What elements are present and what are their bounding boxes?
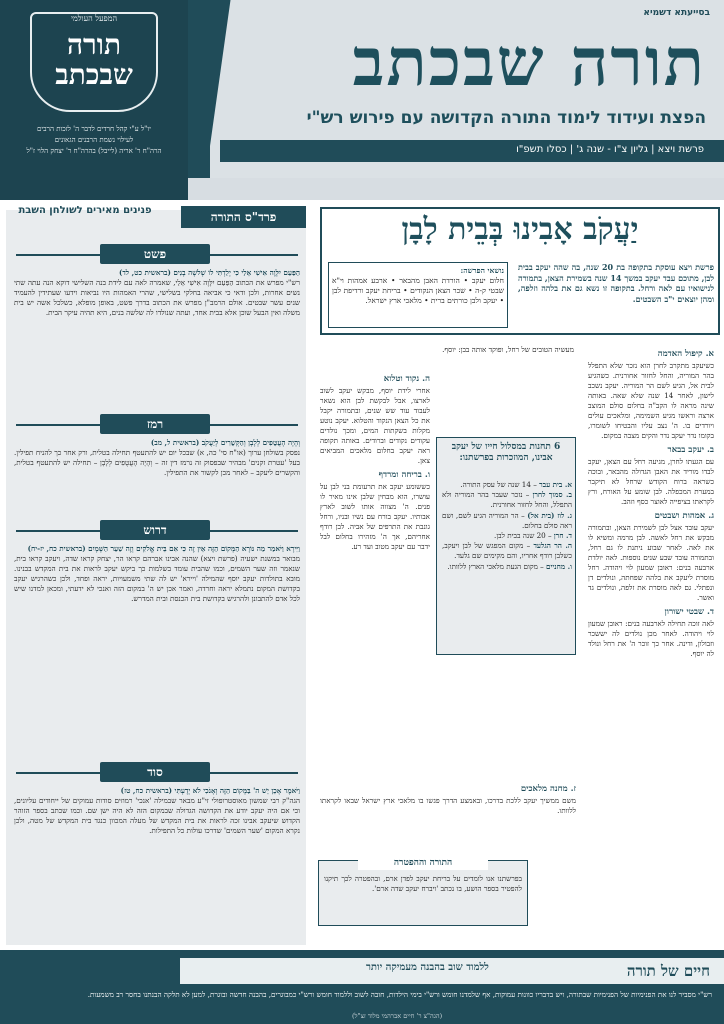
- article-col-right: א. קיפול האדמה כשיעקב מתקרב לחרן הוא נזכר שלא התפלל בהר המוריה, והחל לחזור אחורנית. כשהגיע לבית אל, הגיע לשם הר המוריה. יעקב נשכב לישון, לאחר 14 שנה שלא שאה. באותה שינה מראה לו הקב"ה בחלום סולם המוצב ארצה וראשו מגיע השמימה, ומלאכים עולים ויורדים בו. ה' נצב עליו והבטיחו לשומרו, בקומו נדר יעקב נדר והקים מצבה במקום. ב. יעקב בבאר עם הגעתו לחרן, מגיעה רחל עם הצאן, יעקב לבדו מוריד את האבן הגדולה מהבאר, ובוכה כשראה ברוח הקודש שרחל לא תיקבר במערת המכפלה. לבן שומע על האורח, ורץ לקראתו בציפייה לאוצר כסף וזהב. ג. אמהות ושבטים יעקב עובד אצל לבן לשמירת הצאן, ובתמורה מבקש את רחל לאשה. לבן מרמה ומשיא לו את לאה. לאחר שבוע ניתנת לו גם רחל, ובתמורה עובד שבע שנים נוספות. לאה יולדת ארבעה בנים: ראובן שמעון לוי ויהודה. רחל מוסרת ליעקב את בלהה שפחתה, ונולדים דן ונפתלי. גם לאה מוסרת את זלפה, ונולדים גד ואשר. ד. שבטי ישורון לאה זוכה תחילה לארבעה בנים: ראובן שמעון לוי ויהודה. לאחר מכן נולדים לה יששכר וזבולון, ודינה. אחר כך זוכר ה' את רחל ונולד לה יוסף.: [588, 349, 714, 658]
- stations-list: א. בית עבר – 14 שנה של עסק התורה. ב. סמוך לחרן – נזכר שעבר בהר המוריה ולא התפלל, והחל לחזור אחורנית. ג. לוז (בית אל) – הר המוריה הגיע לשם, ושם ראה סולם בחלום. ד. חרן – 20 שנה בבית לבן. ה. הר הגלעד – מקום המפגש של לבן ויעקב, כשלבן רודף אחריו, והם מקימים שם גלעד. ו. מחניים – מקום הגעת מלאכי הארץ ללוותו.: [442, 480, 572, 571]
- issue-info: פרשת ויצא | גליון צ"ו - שנה ג' | כסלו תשפ"ו: [516, 144, 704, 155]
- pardes-side-header: פנינים מאירים לשולחן השבת: [18, 205, 152, 216]
- article-col-bottom: ז. מחנה מלאכים משם ממשיך יעקב ללכת בדרכו, ובאמצע הדרך פגשו בו מלאכי ארץ ישראל שבאו לקראתו ללוותו.: [320, 784, 576, 815]
- pardes-header: פרד"ס התורה: [181, 206, 306, 228]
- tab-drush: דרוש: [100, 520, 210, 540]
- article-title: יַעֲקֹב אָבִינוּ בְּבֵית לָבָן: [401, 212, 639, 247]
- tab-pshat: פשט: [100, 244, 210, 264]
- subhead: א. קיפול האדמה: [657, 349, 714, 359]
- tab-remez: רמז: [100, 414, 210, 434]
- logo-title: תורה שבכתב: [55, 28, 133, 91]
- article-intro: פרשת ויצא עוסקת בתקופה בת 20 שנה, בה שהה יעקב בבית לבן, מתוכם עבד יעקב במשך 14 שנה בשמירת הצאן, בתמורה לנישואיו עם לאה ורחל. בתקופה זו נשא גם את בלהה וזלפה, ומהן יוצאים י"ב השבטים.: [518, 262, 714, 304]
- drush-body: [14, 544, 300, 604]
- subhead: ג. אמהות ושבטים: [654, 511, 714, 521]
- subhead: ה. נקוד וטלוא: [383, 374, 430, 384]
- subhead: ו. בריחה ומרדף: [378, 470, 430, 480]
- pshat-body: [14, 268, 300, 318]
- tab-sod: סוד: [100, 762, 210, 782]
- footer-text: רש"י מסביר לנו את הפנימיות של הפנימיות שבתורה, ויש בדבריו כוונות עמוקות, אף שלמדנו חומש ורש"י בימי הילדות, חובה לשוב וללמוד חומש ורש"י כמבוגרים, בהבנה חדשה ובוגרת, למען לא תלקה הבנתנו בחסר רב משמעות.: [87, 990, 712, 999]
- remez-body: [14, 438, 300, 478]
- article-col-left: ה. נקוד וטלוא אחרי לידת יוסף, מבקש יעקב לשוב לארצו, אבל לבקשת לבן הוא נשאר לעבוד עוד שש שנים, ובתמורה יקבל את כל הצאן הנקוד והטלוא. יעקב נוטע מקלות בשקתות המים, ומכך נולדים עקודים נקודים וברודים. באותה תקופה ראה יעקב בחלום מלאכים המביאים צאן. ו. בריחה ומרדף כששומע יעקב את תרעומת בני לבן על עושרו, הוא מבחין שלבן אינו מאיר לו פנים. ה' מצווה אותו לשוב לארץ אבותיו. יעקב בורח עם נשיו ובניו, ורחל גונבת את התרפים של אביה. לבן רודף אחריהם, אך ה' מזהירו בחלום לבל ידבר עם יעקב מטוב ועד רע.: [320, 374, 430, 551]
- sod-verse: וַיֹּאמֶר אָכֵן יֵשׁ ה' בַּמָּקוֹם הַזֶּה וְאָנֹכִי לֹא יָדָעְתִּי (בראשית כח, טז): [120, 786, 300, 795]
- pshat-text: רש"י מפרש את הכתוב הַפַּעַם יִלָּוֶה אִישִׁי אֵלַי, שאמרה לאה עם לידת בנה השלישי דוקא הנה עתה שתי נשים אחרות, ולכן ודאי כי אביאה בחלקי בשלישי, שהרי האמהות היו נביאות וידעו שעתידין להעמיד שנים עשר שבטים. אולם הרמב"ן מפרש את הכתוב בדרך פשט, באופן מופלא, כשלכל אשה יש בית משלה ואין הבעל שוכן אלא בבית אחד, ועתה שנולדו לה שלשה בנים, היא תהיה עיקר הבית.: [14, 278, 300, 317]
- remez-text: נפסק בשולחן ערוך (או"ח סי' כה, א) שבכל יום יש להתעטף תחילה בטלית, ורק אחר כך להניח תפילין. בעל 'עטרת זקנים' מבהיר שבפסוק זה נרמז דין זה – וְהָיָה הָעֲטֻפִים לְלָבָן – תחילה יש להתעטף בטלית, והקשרים ליעקב – לאחר מכן לקשור את התפילין.: [14, 448, 300, 477]
- subhead: ד. שבטי ישורון: [664, 607, 714, 617]
- footer-subtitle: ללמוד שוב בהבנה מעמיקה יותר: [366, 962, 489, 973]
- remez-verse: וְהָיָה הָעֲטֻפִים לְלָבָן וְהַקְּשֻׁרִים לְיַעֲקֹב (בראשית ל, מב): [150, 438, 300, 447]
- topics-text: [332, 266, 504, 306]
- subhead: ז. מחנה מלאכים: [520, 784, 576, 794]
- article-col-mid-top: מעשיה הטובים של רחל, ופוקד אותה בבן: יוסף.: [442, 345, 574, 354]
- torah-haftara-text: בפרשתנו אנו לומדים על בריחת יעקב לפדן ארם, ובהפטרה לכך תיקנו להפטיר בספר הושע, בו נכתב 'ויברח יעקב שדה ארם'.: [324, 874, 522, 893]
- topics-title: נושאי הפרשה:: [460, 266, 504, 275]
- drush-verse: וַיִּירָא וַיֹּאמַר מַה נּוֹרָא הַמָּקוֹם הַזֶּה אֵין זֶה כִּי אִם בֵּית אֱלֹקִים וְזֶה שַׁעַר הַשָּׁמָיִם (בראשית כח, יז-יח): [27, 544, 300, 553]
- page-subtitle: הפצת ועידוד לימוד התורה הקדושה עם פירוש רש"י: [306, 108, 706, 128]
- sod-text: הגה"ק רבי שמשון מאוסטרופולי זי"ע מבאר שבמילה 'אנכי' רמוזים סודות עמוקים של ייחודים עליונים, וכי אם היה יעקב יודע את הקדושה הגדולה שבמקום הזה לא היה ישן שם. וכמו שכתב בספר הזוהר הקדוש שיעקב אבינו זכה לראות את בית המקדש של מעלה המכוון כנגד בית המקדש של מטה, ולכן נקרא המקום 'שער השמים' שדרכו עולות כל התפילות.: [14, 796, 300, 835]
- torah-haftara-title: התורה וההפטרה: [358, 856, 488, 870]
- footer-title: חיים של תורה: [626, 962, 710, 980]
- top-tag: בסייעתא דשמיא: [643, 8, 710, 18]
- drush-text: מבואר במשנת ישעיה (פרשת ויצא) שהנה אבינו אברהם קראו הר, יצחק קראו שדה, ויעקב קראו בית, שנאמר וזה שער השמים, וכמו שהבית עומד בשלמות כך ביקש יעקב לראות את בית המקדש בבנינו. מובא בתולדות יעקב יוסף שהמילה 'ויירא' יש לה שתי משמעויות, יראה ופחד, ולכן כשהרגיש יעקב בקדושת המקום נתמלא יראה וחרדה, ואמר אכן יש ה' במקום הזה ואנכי לא ידעתי, ומכאן למדנו שיש לכל אדם להתבונן ולהרגיש בקדושת בית הכנסת ובית המדרש.: [14, 554, 300, 603]
- stations-title: 6 תחנות במסלול חייו של יעקב אבינו, המוזכרות בפרשתנו:: [451, 442, 561, 463]
- subhead: ב. יעקב בבאר: [667, 445, 714, 455]
- logo-dedication: יו"ל ע"י קהל חרדים לדבר ה' לזכות הרבים לעילוי נשמת הרבנים הגאונים הרה"ח ר' אריה (לייבל) בהרה"ח ר' יצחק הלוי ז"ל: [26, 125, 162, 155]
- page-title: תורה שבכתב: [352, 23, 706, 101]
- footer-attribution: (הגה"צ ר' חיים אברהמי מלוד זצ"ל): [352, 1012, 443, 1020]
- logo-top-text: המפעל העולמי: [70, 14, 118, 23]
- sod-body: [14, 786, 300, 836]
- topics-list: חלום יעקב • הורדת האבן מהבאר • ארבע אמהות וי"א שבטי ק-ה • שכר הצאן הנקודים • בריחת יעקב ורדיפת לבן • יעקב ולבן כורתים ברית • מלאכי ארץ ישראל.: [332, 276, 504, 305]
- pshat-verse: הַפַּעַם יִלָּוֶה אִישִׁי אֵלַי כִּי יָלַדְתִּי לוֹ שְׁלשָׁה בָנִים (בראשית כט, לד): [118, 268, 300, 277]
